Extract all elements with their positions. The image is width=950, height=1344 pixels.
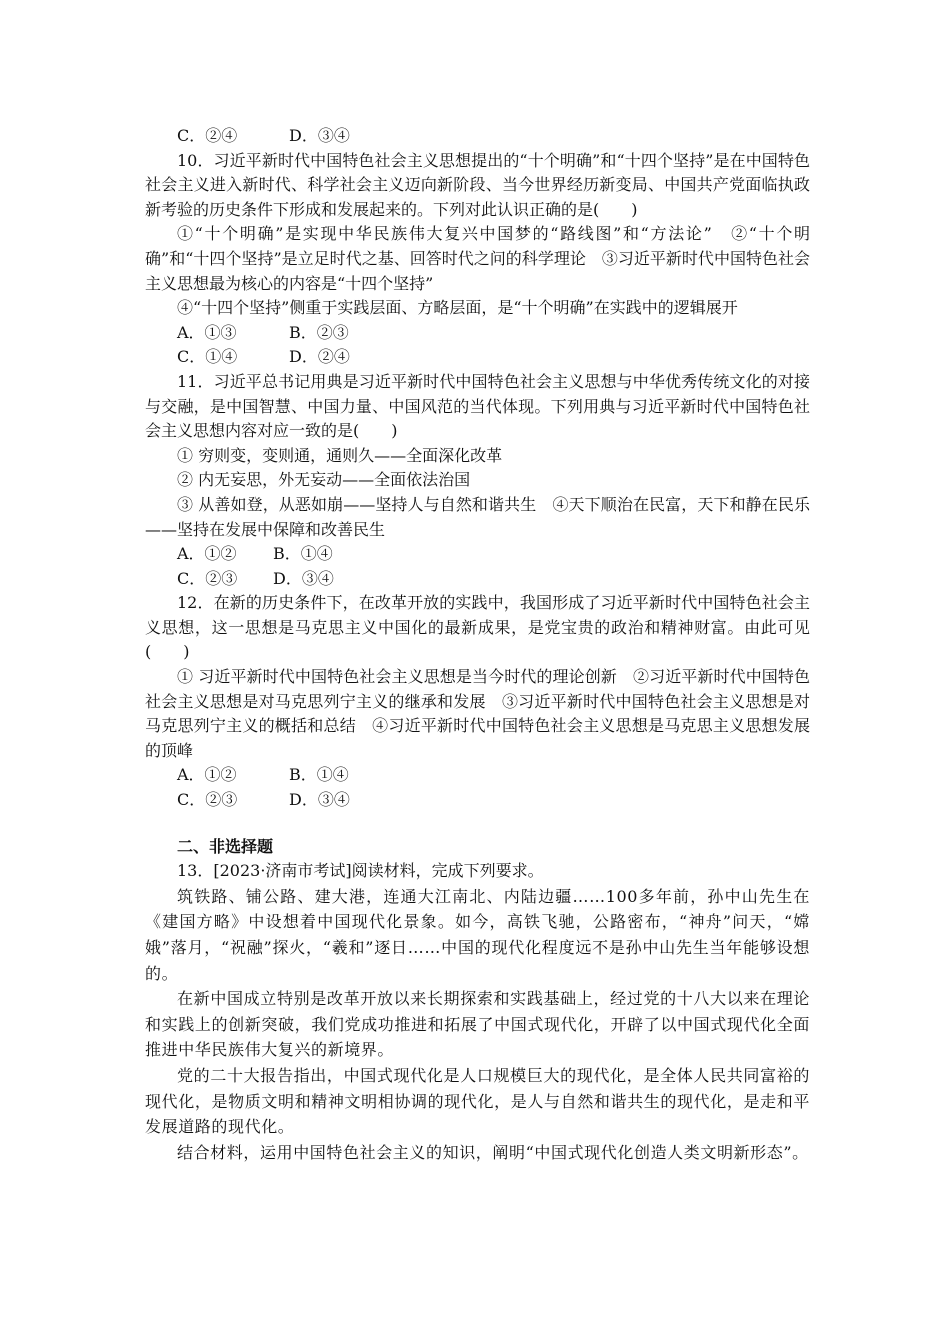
q10-option-d: D．②④ bbox=[289, 347, 350, 367]
q13-task: 结合材料，运用中国特色社会主义的知识，阐明“中国式现代化创造人类文明新形态”。 bbox=[177, 1142, 809, 1162]
exam-page bbox=[145, 124, 810, 1165]
q9-option-d: D．③④ bbox=[289, 126, 350, 145]
q11-stem: 11．习近平总书记用典是习近平新时代中国特色社会主义思想与中华优秀传统文化的对接与交融，是中国智慧、中国力量、中国风范的当代体现。下列用典与习近平新时代中国特色社会主义思想内容对应一致的是( ) bbox=[145, 371, 810, 441]
q11-options-row2 bbox=[145, 567, 810, 592]
q13-material-para-2: 在新中国成立特别是改革开放以来长期探索和实践基础上，经过党的十八大以来在理论和实践上的创新突破，我们党成功推进和拓展了中国式现代化，开辟了以中国式现代化全面推进中华民族伟大复兴的新境界。 bbox=[145, 989, 810, 1060]
q11-option-c: C．②③ bbox=[177, 568, 238, 588]
q11-option-d: D．③④ bbox=[273, 568, 334, 588]
section-title-non-choice: 二、非选择题 bbox=[177, 836, 274, 856]
q10-option-b: B．②③ bbox=[289, 322, 349, 342]
q9-option-c: C．②④ bbox=[177, 126, 238, 145]
q12-options-row2 bbox=[145, 788, 810, 813]
q12-items: ① 习近平新时代中国特色社会主义思想是当今时代的理论创新 ②习近平新时代中国特色社会主义思想是对马克思列宁主义的继承和发展 ③习近平新时代中国特色社会主义思想是对马克思列宁主义的概括和总结 ④习近平新时代中国特色社会主义思想是马克思主义思想发展的顶峰 bbox=[145, 667, 810, 760]
q11-option-a: A．①② bbox=[177, 544, 237, 564]
q12-stem: 12．在新的历史条件下，在改革开放的实践中，我国形成了习近平新时代中国特色社会主义思想，这一思想是马克思主义中国化的最新成果，是党宝贵的政治和精神财富。由此可见( ) bbox=[145, 593, 810, 662]
q10-option-a: A．①③ bbox=[177, 322, 237, 342]
q11-item-2: ② 内无妄思，外无妄动——全面依法治国 bbox=[177, 470, 471, 490]
q10-options-row2 bbox=[145, 345, 810, 370]
q12-option-a: A．①② bbox=[177, 765, 237, 785]
q10-stem: 10．习近平新时代中国特色社会主义思想提出的“十个明确”和“十四个坚持”是在中国特色社会主义进入新时代、科学社会主义迈向新阶段、当今世界经历新变局、中国共产党面临执政新考验的历史条件下形成和发展起来的。下列对此认识正确的是( ) bbox=[145, 150, 810, 219]
q11-items-3-4: ③ 从善如登，从恶如崩——坚持人与自然和谐共生 ④天下顺治在民富，天下和静在民乐——坚持在发展中保障和改善民生 bbox=[145, 494, 810, 539]
q12-option-c: C．②③ bbox=[177, 790, 238, 810]
q12-option-b: B．①④ bbox=[289, 765, 349, 785]
q11-options-row1 bbox=[145, 542, 810, 567]
q13-stem: 13．[2023·济南市考试]阅读材料，完成下列要求。 bbox=[177, 861, 544, 881]
q9-options-row2 bbox=[145, 124, 810, 149]
q11-item-1: ① 穷则变，变则通，通则久——全面深化改革 bbox=[177, 445, 503, 465]
q13-material-para-1: 筑铁路、铺公路、建大港，连通大江南北、内陆边疆……100多年前，孙中山先生在《建国方略》中设想着中国现代化景象。如今，高铁飞驰，公路密布，“神舟”问天，“嫦娥”落月，“祝融”探火，“羲和”逐日……中国的现代化程度远不是孙中山先生当年能够设想的。 bbox=[145, 886, 810, 983]
q12-options-row1 bbox=[145, 763, 810, 788]
q13-material-para-3: 党的二十大报告指出，中国式现代化是人口规模巨大的现代化，是全体人民共同富裕的现代化，是物质文明和精神文明相协调的现代化，是人与自然和谐共生的现代化，是走和平发展道路的现代化。 bbox=[145, 1065, 810, 1137]
q10-option-c: C．①④ bbox=[177, 347, 238, 367]
q12-option-d: D．③④ bbox=[289, 790, 350, 810]
q10-items-b: ④“十四个坚持”侧重于实践层面、方略层面，是“十个明确”在实践中的逻辑展开 bbox=[177, 298, 738, 318]
q10-items-a: ①“十个明确”是实现中华民族伟大复兴中国梦的“路线图”和“方法论” ②“十个明确”和“十四个坚持”是立足时代之基、回答时代之问的科学理论 ③习近平新时代中国特色社会主义思想最为核心的内容是“十四个坚持” bbox=[145, 224, 810, 293]
q11-option-b: B．①④ bbox=[273, 544, 333, 564]
q10-options-row1 bbox=[145, 321, 810, 346]
